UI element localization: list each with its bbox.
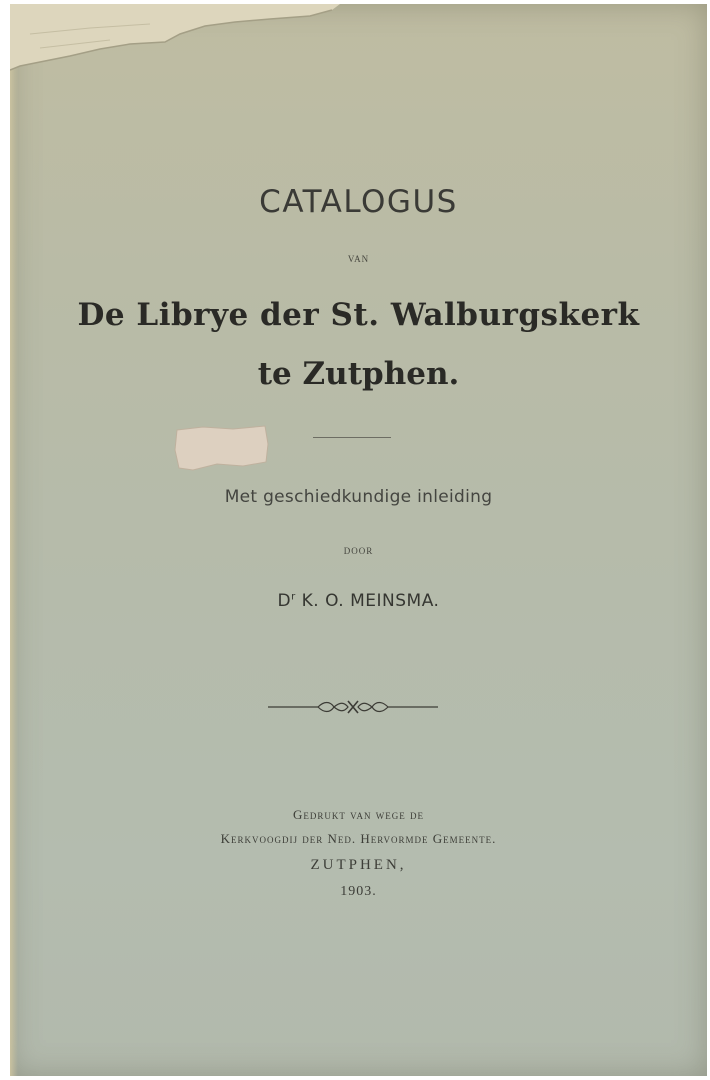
cover-door: DOOR xyxy=(343,546,374,556)
torn-label-patch xyxy=(173,424,271,472)
book-cover xyxy=(10,4,707,1076)
imprint-line1: Gedrukt van wege de xyxy=(293,807,424,822)
torn-top-edge xyxy=(10,4,340,74)
cover-van: VAN xyxy=(347,254,370,264)
imprint-city: ZUTPHEN, xyxy=(310,857,407,873)
cover-subtitle: Met geschiedkundige inleiding xyxy=(224,487,493,507)
cover-main-title-line2: te Zutphen. xyxy=(257,356,460,392)
author-prefix: D xyxy=(277,591,292,611)
decorative-ornament-icon xyxy=(268,698,438,716)
author-name: K. O. MEINSMA. xyxy=(301,591,440,611)
imprint-line2: Kerkvoogdij der Ned. Hervormde Gemeente. xyxy=(220,831,497,846)
cover-title: CATALOGUS xyxy=(259,184,458,220)
cover-main-title-line1: De Librye der St. Walburgskerk xyxy=(77,297,640,333)
cover-author xyxy=(10,591,707,611)
author-prefix-sup: r xyxy=(291,591,296,603)
page-edge xyxy=(10,4,18,1076)
title-divider xyxy=(313,437,391,438)
imprint-year: 1903. xyxy=(340,884,377,899)
